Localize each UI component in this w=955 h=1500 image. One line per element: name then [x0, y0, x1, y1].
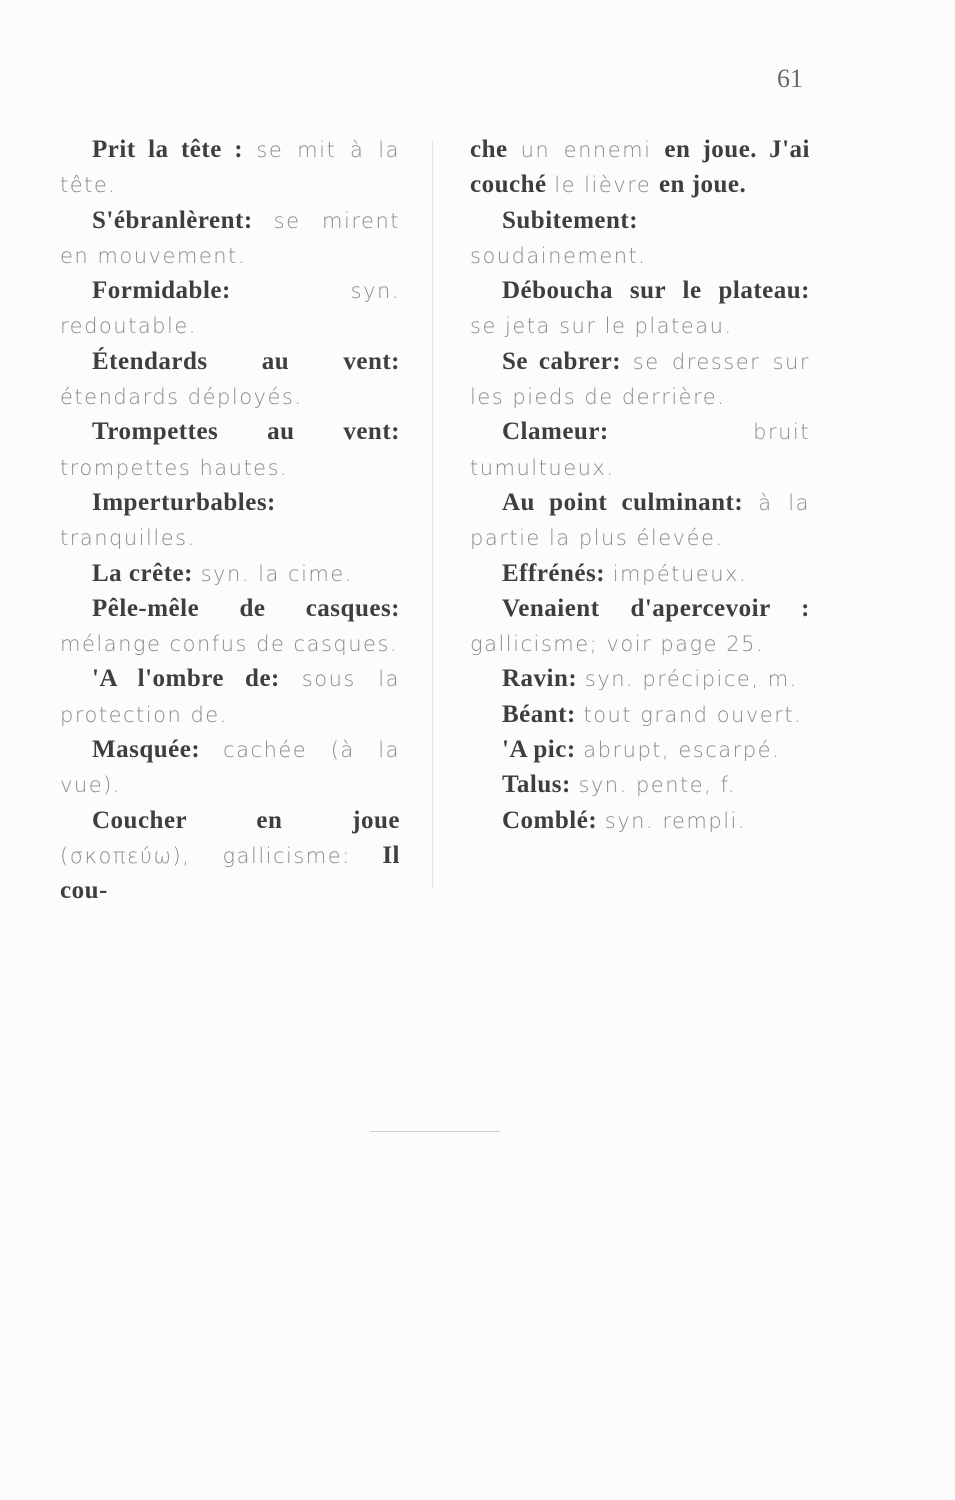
glossary-entry [470, 661, 810, 696]
glossary-entry [470, 556, 810, 591]
entry-term: La crête: [92, 559, 193, 587]
page-number: 61 [777, 64, 803, 93]
entry-term: Béant: [502, 700, 576, 728]
glossary-entry [60, 344, 400, 415]
glossary-entry [60, 203, 400, 274]
column-divider [432, 140, 433, 888]
entry-definition: un ennemi [520, 138, 652, 162]
entry-definition: syn. rempli. [604, 808, 747, 833]
glossary-entry [470, 803, 810, 838]
entry-term: Clameur: [502, 418, 609, 446]
glossary-entry [470, 344, 810, 415]
glossary-entry [60, 132, 400, 203]
glossary-entry [60, 273, 400, 344]
entry-term: che [470, 136, 508, 163]
entry-term: Pêle-mêle de casques: [92, 594, 400, 622]
entry-term: Ravin: [502, 665, 578, 693]
entry-definition: tranquilles. [60, 526, 196, 551]
glossary-entry [470, 732, 810, 767]
entry-term: en joue. J'ai couché [470, 136, 810, 199]
entry-definition: gallicisme; voir page 25. [470, 632, 765, 657]
glossary-entry [470, 203, 810, 274]
footer-rule [370, 1131, 500, 1132]
glossary-entry [470, 273, 810, 344]
entry-definition: syn. pente, f. [578, 773, 737, 798]
entry-term-example: Il cou- [60, 841, 400, 905]
entry-definition: impétueux. [612, 561, 748, 586]
entry-term: Formidable: [92, 277, 231, 305]
entry-definition: soudainement. [470, 243, 647, 268]
entry-term: Masquée: [92, 736, 201, 764]
entry-definition: syn. la cime. [200, 561, 353, 586]
glossary-entry [470, 767, 810, 802]
entry-term: Coucher en joue [92, 806, 400, 834]
entry-definition: se jeta sur le plateau. [470, 314, 733, 339]
entry-definition: abrupt, escarpé. [583, 738, 781, 763]
entry-term: Déboucha sur le plateau: [502, 277, 810, 305]
glossary-entry [60, 556, 400, 591]
glossary-entry [470, 697, 810, 732]
entry-definition: cachée (à la vue). [60, 738, 400, 798]
glossary-entry [60, 485, 400, 556]
entry-term: Effrénés: [502, 559, 606, 587]
entry-definition: étendards déployés. [60, 385, 303, 410]
glossary-entry [470, 414, 810, 485]
entry-term: Venaient d'apercevoir : [502, 594, 810, 622]
entry-term: S'ébranlèrent: [92, 206, 253, 234]
entry-definition: trompettes hautes. [60, 455, 289, 480]
entry-term: 'A l'ombre de: [92, 665, 280, 693]
entry-term: Prit la tête : [92, 136, 244, 163]
entry-term: Au point culminant: [502, 488, 744, 516]
entry-definition: (σκοπεύω), gallicisme: [60, 843, 351, 868]
entry-definition: se dresser sur les pieds de derrière. [470, 349, 810, 410]
entry-definition: à la partie la plus élevée. [470, 490, 811, 551]
right-column [470, 132, 810, 838]
glossary-entry [60, 661, 400, 732]
entry-definition: syn. redoutable. [60, 279, 400, 339]
glossary-entry [470, 591, 810, 662]
glossary-entry [60, 803, 400, 909]
entry-term: Imperturbables: [92, 488, 276, 516]
entry-term: en joue. [658, 171, 747, 199]
entry-definition: se mit à la tête. [60, 138, 400, 198]
entry-definition: sous la protection de. [60, 667, 400, 727]
entry-term: Talus: [502, 771, 571, 799]
entry-definition: mélange confus de casques. [60, 632, 399, 657]
entry-term: Se cabrer: [502, 347, 622, 375]
entry-term: Comblé: [502, 806, 598, 834]
glossary-entry [60, 732, 400, 803]
glossary-entry [60, 591, 400, 662]
entry-definition: bruit tumultueux. [470, 420, 810, 480]
glossary-entry [470, 485, 810, 556]
entry-term: Subitement: [502, 206, 639, 234]
entry-definition: le lièvre [554, 173, 652, 198]
entry-definition: se mirent en mouvement. [60, 208, 400, 268]
entry-term: 'A pic: [502, 736, 576, 764]
entry-term: Trompettes au vent: [92, 418, 400, 446]
entry-term: Étendards au vent: [92, 347, 400, 375]
entry-definition: tout grand ouvert. [583, 702, 803, 727]
glossary-entry-continuation [470, 132, 810, 203]
left-column [60, 132, 400, 909]
glossary-entry [60, 414, 400, 485]
entry-definition: syn. précipice, m. [584, 667, 798, 692]
